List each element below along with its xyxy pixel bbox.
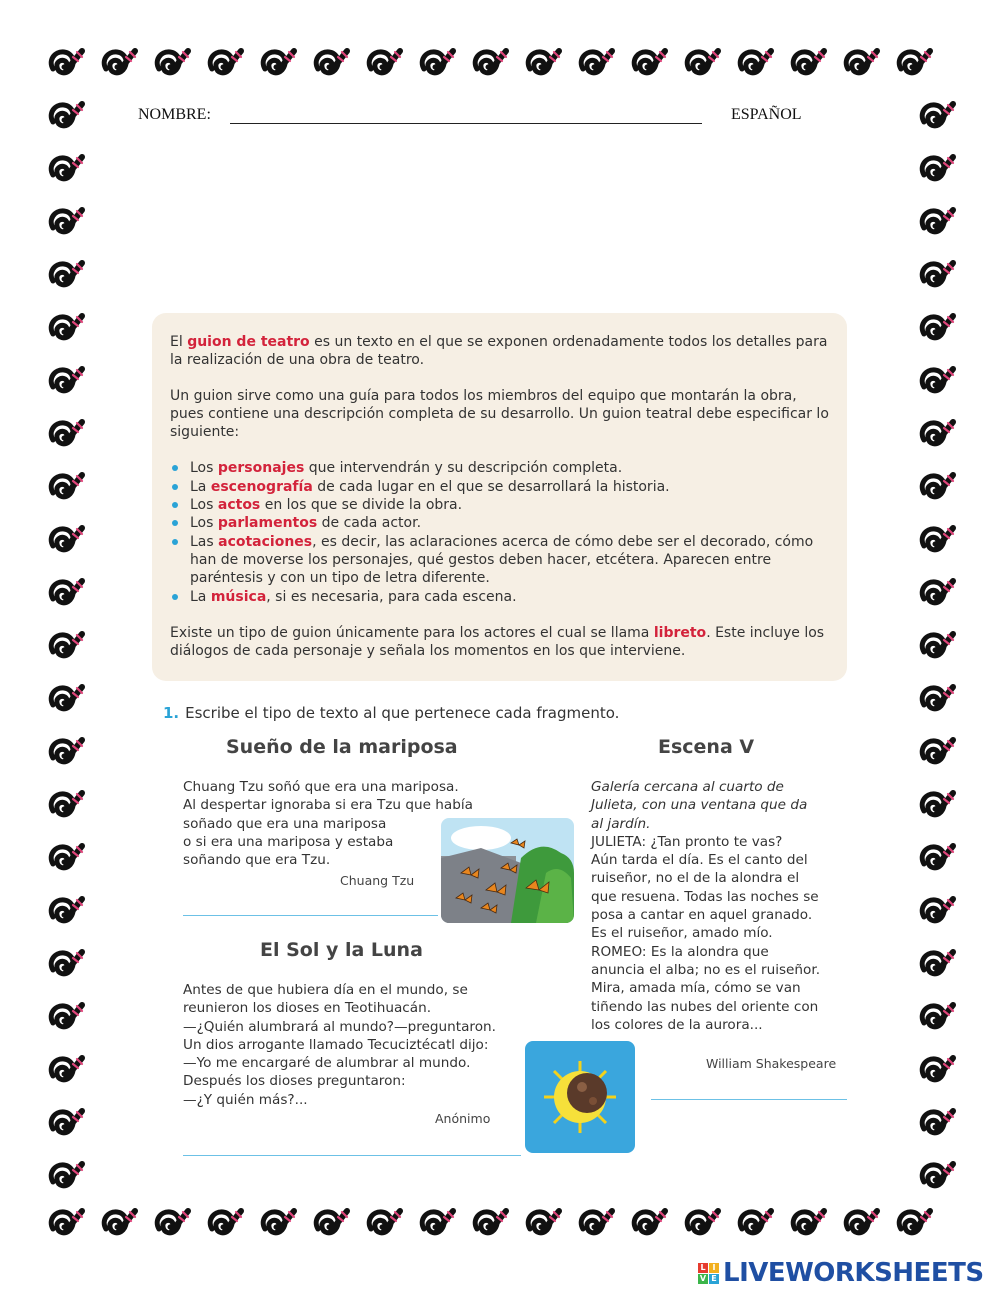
question-text: Escribe el tipo de texto al que pertenece cada fragmento. <box>185 704 620 722</box>
list-item: Los actos en los que se divide la obra. <box>170 496 829 514</box>
spiral-ornament <box>369 51 400 73</box>
name-input-line[interactable] <box>230 123 702 124</box>
spiral-ornament <box>740 1211 771 1233</box>
spiral-ornament <box>846 1211 877 1233</box>
bullet-icon <box>172 539 178 545</box>
spiral-ornament <box>899 1211 930 1233</box>
question-1 <box>163 704 619 722</box>
info-paragraph-2: Un guion sirve como una guía para todos los miembros del equipo que montarán la obra, pues contiene una descripción completa de su desarrollo. Un guion teatral debe especificar lo siguiente: <box>170 387 829 441</box>
eclipse-image <box>525 1041 635 1153</box>
spiral-ornament <box>793 51 824 73</box>
spiral-ornament <box>793 1211 824 1233</box>
liveworksheets-logo <box>698 1258 984 1288</box>
bullet-icon <box>172 484 178 490</box>
spiral-ornament <box>51 475 82 497</box>
spiral-ornament <box>922 369 953 391</box>
spiral-ornament <box>581 1211 612 1233</box>
spiral-ornament <box>422 51 453 73</box>
spiral-ornament <box>922 1005 953 1027</box>
spiral-ornament <box>51 157 82 179</box>
spiral-ornament <box>210 51 241 73</box>
list-item: La música, si es necesaria, para cada escena. <box>170 588 829 606</box>
spiral-ornament <box>581 51 612 73</box>
spiral-ornament <box>422 1211 453 1233</box>
question-number: 1. <box>163 704 180 722</box>
spiral-ornament <box>51 1005 82 1027</box>
spiral-ornament <box>51 210 82 232</box>
spiral-ornament <box>634 1211 665 1233</box>
bullet-icon <box>172 465 178 471</box>
spiral-ornament <box>263 51 294 73</box>
spiral-ornament <box>528 1211 559 1233</box>
theater-script-info-box <box>152 313 847 681</box>
spiral-ornament <box>51 899 82 921</box>
list-item: Las acotaciones, es decir, las aclaraciones acerca de cómo debe ser el decorado, cómo han de moverse los personajes, qué gestos deben hacer, etcétera. Aparecen entre paréntesis y con un tipo de letra diferente. <box>170 533 829 588</box>
spiral-ornament <box>922 952 953 974</box>
answer-line-escena[interactable] <box>651 1099 847 1100</box>
fragment-text-sol-luna: Antes de que hubiera día en el mundo, se reunieron los dioses en Teotihuacán. —¿Quién alumbrará al mundo?—preguntaron. Un dios arrogante llamado Tecuciztécatl dijo: —Yo me encargaré de alumbrar al mundo. Después los dioses preguntaron: —¿Y quién más?... <box>183 982 496 1108</box>
spiral-ornament <box>157 51 188 73</box>
spiral-ornament <box>51 528 82 550</box>
spiral-ornament <box>475 51 506 73</box>
fragment-title-sol-luna: El Sol y la Luna <box>260 939 423 961</box>
name-label: NOMBRE: <box>138 106 211 123</box>
spiral-ornament <box>51 740 82 762</box>
spiral-ornament <box>210 1211 241 1233</box>
author-sol-luna: Anónimo <box>435 1111 491 1126</box>
spiral-ornament <box>51 687 82 709</box>
spiral-ornament <box>51 952 82 974</box>
spiral-ornament <box>316 1211 347 1233</box>
spiral-ornament <box>51 51 82 73</box>
answer-line-sol-luna[interactable] <box>183 1155 521 1156</box>
spiral-ornament <box>922 581 953 603</box>
logo-text: LIVEWORKSHEETS <box>723 1258 984 1288</box>
spiral-ornament <box>922 475 953 497</box>
spiral-ornament <box>369 1211 400 1233</box>
spiral-ornament <box>687 1211 718 1233</box>
spiral-ornament <box>846 51 877 73</box>
spiral-ornament <box>922 687 953 709</box>
spiral-ornament <box>922 634 953 656</box>
list-item: La escenografía de cada lugar en el que se desarrollará la historia. <box>170 478 829 496</box>
spiral-ornament <box>922 846 953 868</box>
spiral-ornament <box>922 263 953 285</box>
spiral-ornament <box>899 51 930 73</box>
worksheet-header <box>138 106 818 130</box>
spiral-ornament <box>51 581 82 603</box>
spiral-ornament <box>922 422 953 444</box>
spiral-ornament <box>104 51 135 73</box>
fragment-title-mariposa: Sueño de la mariposa <box>226 736 458 758</box>
author-mariposa: Chuang Tzu <box>340 873 415 888</box>
info-paragraph-1: El guion de teatro es un texto en el que se exponen ordenadamente todos los detalles para la realización de una obra de teatro. <box>170 334 828 369</box>
spiral-ornament <box>475 1211 506 1233</box>
spiral-ornament <box>922 157 953 179</box>
answer-line-mariposa[interactable] <box>183 915 438 916</box>
author-escena: William Shakespeare <box>706 1056 837 1071</box>
bullet-icon <box>172 502 178 508</box>
fragment-text-mariposa: Chuang Tzu soñó que era una mariposa. Al despertar ignoraba si era Tzu que había soñado que era una mariposa o si era una mariposa y estaba soñando que era Tzu. <box>183 779 473 869</box>
logo-blocks-icon: L I V E <box>698 1263 719 1284</box>
fragment-text-escena: Galería cercana al cuarto de Julieta, con una ventana que da al jardín. JULIETA: ¿Tan pronto te vas? Aún tarda el día. Es el canto del ruiseñor, no el de la alondra el que resuena. Todas las noches se posa a cantar en aquel granado. Es el ruiseñor, amado mío. ROMEO: Es la alondra que anuncia el alba; no es el ruiseñor. Mira, amada mía, cómo se van tiñendo las nubes del oriente con los colores de la aurora... <box>591 779 821 1033</box>
spiral-ornament <box>528 51 559 73</box>
spiral-ornament <box>740 51 771 73</box>
bullet-icon <box>172 594 178 600</box>
spiral-ornament <box>51 263 82 285</box>
spiral-ornament <box>922 1111 953 1133</box>
butterflies-image <box>441 818 574 923</box>
script-elements-list <box>170 459 829 605</box>
spiral-ornament <box>922 793 953 815</box>
fragment-title-escena: Escena V <box>658 736 755 758</box>
info-paragraph-3: Existe un tipo de guion únicamente para los actores el cual se llama libreto. Este incluye los diálogos de cada personaje y señala los momentos en los que interviene. <box>170 624 825 660</box>
spiral-ornament <box>51 104 82 126</box>
spiral-ornament <box>51 1058 82 1080</box>
spiral-ornament <box>51 1111 82 1133</box>
spiral-ornament <box>51 1211 82 1233</box>
term-guion-de-teatro: guion de teatro <box>187 334 310 350</box>
bullet-icon <box>172 520 178 526</box>
spiral-ornament <box>922 210 953 232</box>
spiral-ornament <box>687 51 718 73</box>
spiral-ornament <box>922 899 953 921</box>
spiral-ornament <box>922 316 953 338</box>
spiral-ornament <box>51 316 82 338</box>
spiral-ornament <box>316 51 347 73</box>
spiral-ornament <box>51 846 82 868</box>
spiral-ornament <box>922 1164 953 1186</box>
list-item: Los personajes que intervendrán y su descripción completa. <box>170 459 829 477</box>
spiral-ornament <box>263 1211 294 1233</box>
list-item: Los parlamentos de cada actor. <box>170 514 829 532</box>
spiral-ornament <box>922 528 953 550</box>
spiral-ornament <box>157 1211 188 1233</box>
spiral-ornament <box>51 369 82 391</box>
spiral-ornament <box>922 104 953 126</box>
spiral-ornament <box>922 740 953 762</box>
spiral-ornament <box>51 634 82 656</box>
spiral-ornament <box>104 1211 135 1233</box>
spiral-ornament <box>51 422 82 444</box>
spiral-ornament <box>51 793 82 815</box>
spiral-ornament <box>922 1058 953 1080</box>
spiral-ornament <box>51 1164 82 1186</box>
spiral-ornament <box>634 51 665 73</box>
subject-label: ESPAÑOL <box>731 106 802 123</box>
term-libreto: libreto <box>653 624 707 641</box>
